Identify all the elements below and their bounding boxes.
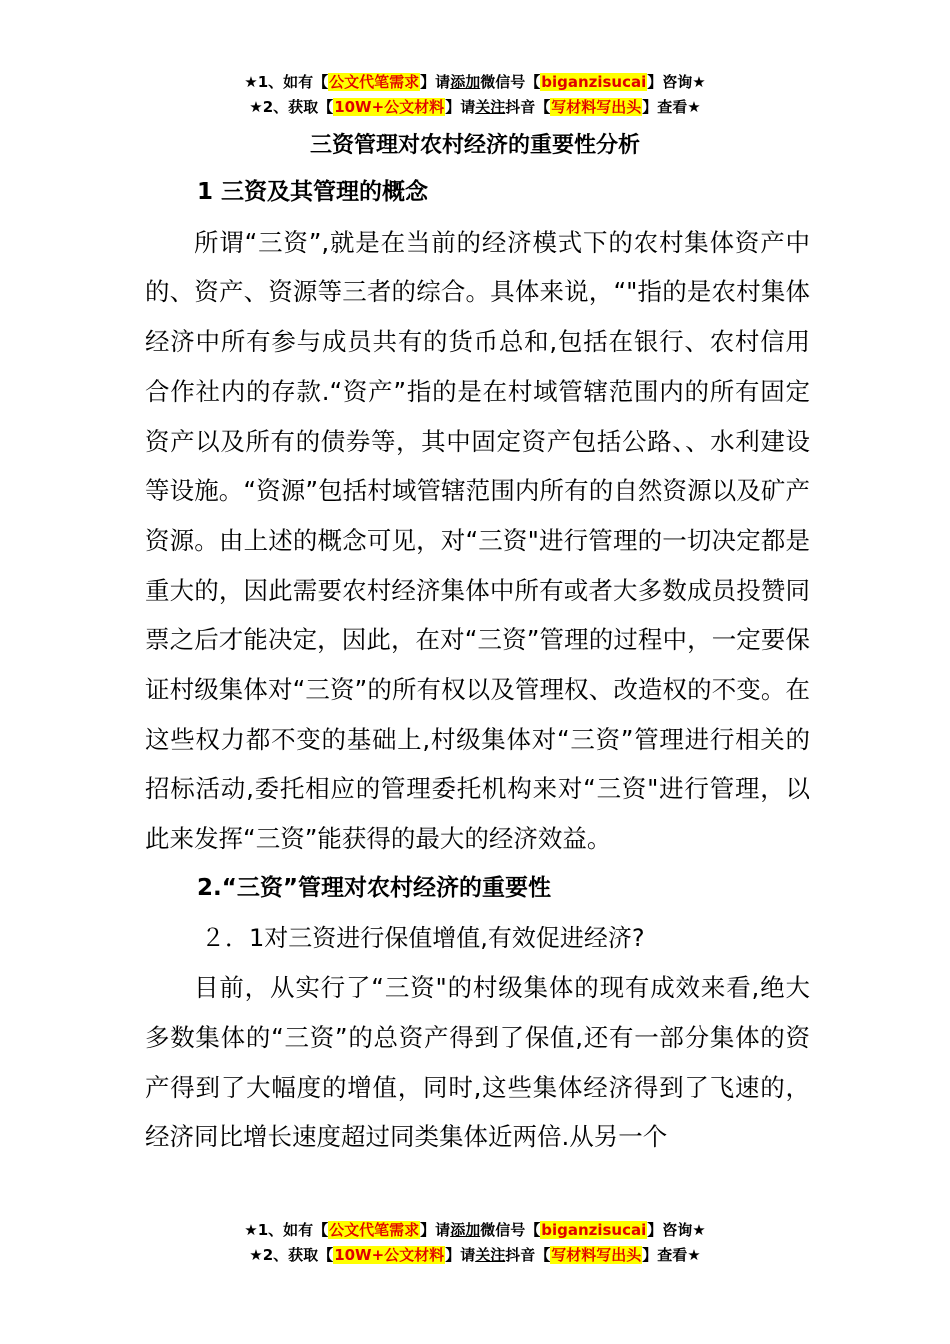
banner-text-underlined: 添加 bbox=[450, 1221, 481, 1239]
banner-text: 】咨询★ bbox=[647, 73, 706, 91]
banner-text: 】请 bbox=[445, 98, 476, 116]
banner-text-underlined: 添加 bbox=[450, 73, 481, 91]
highlight-douyin: 写材料写出头 bbox=[551, 98, 642, 116]
highlight-service: 公文代笔需求 bbox=[329, 73, 420, 91]
highlight-materials: 10W+公文材料 bbox=[334, 1246, 445, 1264]
banner-text: 抖音【 bbox=[505, 1246, 551, 1264]
banner-text: 微信号【 bbox=[480, 1221, 541, 1239]
banner-text: 】请 bbox=[420, 73, 451, 91]
section-heading-1: 1 三资及其管理的概念 bbox=[197, 179, 429, 205]
subsection-heading-2-1: ２．1对三资进行保值增值,有效促进经济? bbox=[201, 923, 645, 952]
document-body bbox=[145, 168, 810, 1162]
banner-line-2 bbox=[0, 95, 950, 120]
banner-line-1 bbox=[0, 1218, 950, 1243]
banner-line-2 bbox=[0, 1243, 950, 1268]
highlight-wechat-id: biganzisucai bbox=[541, 73, 647, 91]
banner-text-underlined: 关注 bbox=[475, 98, 506, 116]
banner-text: 】咨询★ bbox=[647, 1221, 706, 1239]
section-heading-2: 2.“三资”管理对农村经济的重要性 bbox=[197, 874, 551, 901]
banner-text: ★1、如有【 bbox=[244, 1221, 329, 1239]
banner-text: 】查看★ bbox=[642, 1246, 701, 1264]
document-title: 三资管理对农村经济的重要性分析 bbox=[309, 133, 640, 158]
banner-text: ★1、如有【 bbox=[244, 73, 329, 91]
highlight-wechat-id: biganzisucai bbox=[541, 1221, 647, 1239]
banner-text-underlined: 关注 bbox=[475, 1246, 506, 1264]
banner-line-1 bbox=[0, 70, 950, 95]
highlight-service: 公文代笔需求 bbox=[329, 1221, 420, 1239]
banner-text: 】请 bbox=[420, 1221, 451, 1239]
banner-text: ★2、获取【 bbox=[249, 98, 334, 116]
paragraph-1: 所谓“三资”,就是在当前的经济模式下的农村集体资产中的、资产、资源等三者的综合。具体来说，“"指的是农村集体经济中所有参与成员共有的货币总和,包括在银行、农村信用合作社内的存款.“资产”指的是在村域管辖范围内的所有固定资产以及所有的债券等，其中固定资产包括公路、、水利建设等设施。“资源”包括村域管辖范围内所有的自然资源以及矿产资源。由上述的概念可见，对“三资"进行管理的一切决定都是重大的，因此需要农村经济集体中所有或者大多数成员投赞同票之后才能决定，因此，在对“三资”管理的过程中，一定要保证村级集体对“三资”的所有权以及管理权、改造权的不变。在这些权力都不变的基础上,村级集体对“三资”管理进行相关的招标活动,委托相应的管理委托机构来对“三资"进行管理，以此来发挥“三资”能获得的最大的经济效益。 bbox=[145, 227, 810, 854]
paragraph-2: 目前，从实行了“三资"的村级集体的现有成效来看,绝大多数集体的“三资”的总资产得到了保值,还有一部分集体的资产得到了大幅度的增值，同时,这些集体经济得到了飞速的，经济同比增长速度超过同类集体近两倍.从另一个 bbox=[145, 973, 810, 1152]
footer-banner bbox=[0, 1218, 950, 1268]
banner-text: 】请 bbox=[445, 1246, 476, 1264]
header-banner bbox=[0, 70, 950, 120]
banner-text: 】查看★ bbox=[642, 98, 701, 116]
banner-text: 微信号【 bbox=[480, 73, 541, 91]
banner-text: ★2、获取【 bbox=[249, 1246, 334, 1264]
highlight-materials: 10W+公文材料 bbox=[334, 98, 445, 116]
highlight-douyin: 写材料写出头 bbox=[551, 1246, 642, 1264]
banner-text: 抖音【 bbox=[505, 98, 551, 116]
